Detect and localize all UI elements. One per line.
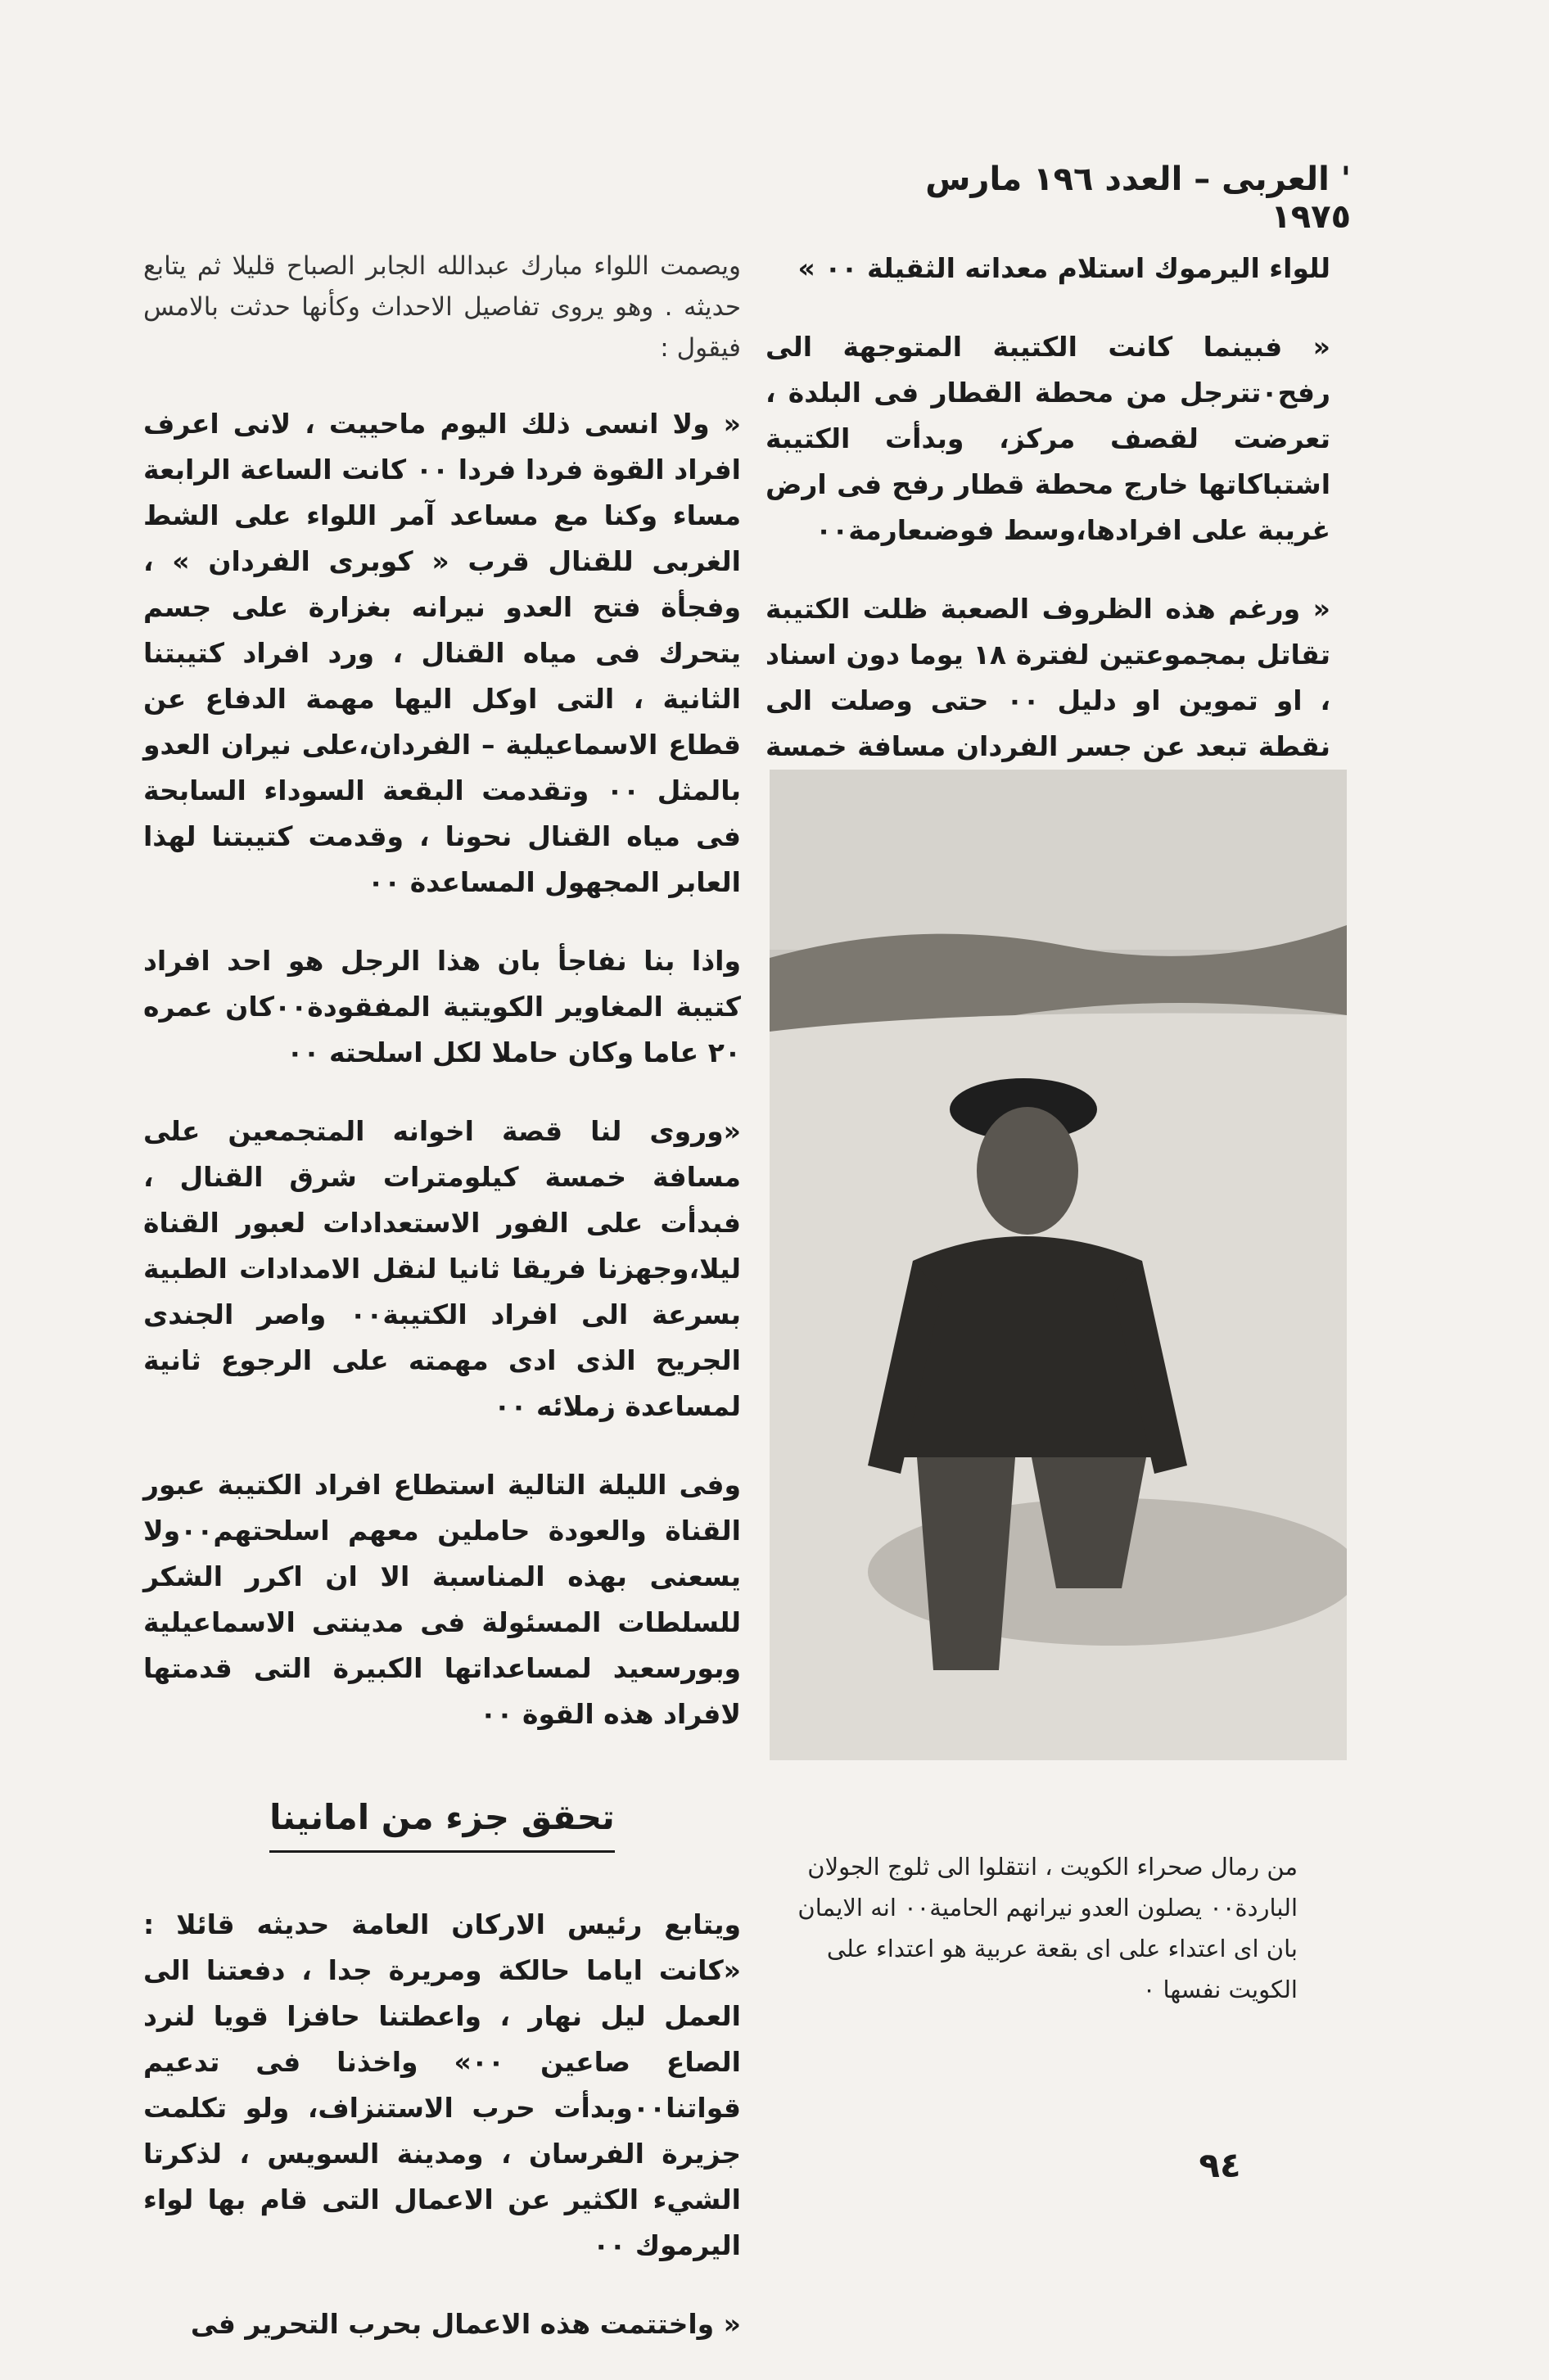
soldier-photo-illustration	[770, 770, 1347, 1760]
paragraph: للواء اليرموك استلام معداته الثقيلة ٠٠ »	[797, 252, 1330, 284]
paragraph: « فبينما كانت الكتيبة المتوجهة الى رفح٠تترجل من محطة القطار فى البلدة ، تعرضت لقصف مركز، وبدأت الكتيبة اشتباكاتها خارج محطة قطار رفح فى ارض غريبة على افرادها،وسط فوضىعارمة٠٠	[765, 331, 1330, 546]
subheading-text: تحقق جزء من امانينا	[269, 1795, 615, 1853]
left-column	[143, 246, 741, 2380]
paragraph: «وروى لنا قصة اخوانه المتجمعين على مسافة خمسة كيلومترات شرق القنال ، فبدأت على الفور الاستعدادات لعبور القناة ليلا،وجهزنا فريقا ثانيا لنقل الامدادات الطبية بسرعة الى افراد الكتيبة٠٠ واصر الجندى الجريح الذى ادى مهمته على الرجوع ثانية لمساعدة زملائه ٠٠	[143, 1115, 742, 1422]
photo-caption: من رمال صحراء الكويت ، انتقلوا الى ثلوج الجولان الباردة٠٠ يصلون العدو نيرانهم الحامية٠٠ انه الايمان بان اى اعتداء على اى بقعة عربية هو اعتداء على الكويت نفسها ٠	[797, 1853, 1298, 2003]
paragraph: « ولا انسى ذلك اليوم ماحييت ، لانى اعرف افراد القوة فردا فردا ٠٠ كانت الساعة الرابعة مساء وكنا مع مساعد آمر اللواء على الشط الغربى للقنال قرب « كوبرى الفردان » ، وفجأة فتح العدو نيرانه بغزارة على جسم يتحرك فى مياه القنال ، ورد افراد كتيبتنا الثانية ، التى اوكل اليها مهمة الدفاع عن قطاع الاسماعيلية – الفردان،على نيران العدو بالمثل ٠٠ وتقدمت البقعة السوداء السابحة فى مياه القنال نحونا ، وقدمت كتيبتنا لهذا العابر المجهول المساعدة ٠٠	[143, 408, 741, 898]
paragraph: « ورغم هذه الظروف الصعبة ظلت الكتيبة تقاتل بمجموعتين لفترة ١٨ يوما دون اسناد ، او تموين او دليل ٠٠ حتى وصلت الى نقطة تبعد عن جسر الفردان مسافة خمسة	[765, 593, 1331, 762]
paragraph: وفى الليلة التالية استطاع افراد الكتيبة عبور القناة والعودة حاملين معهم اسلحتهم٠٠ولا يسعنى بهذه المناسبة الا ان اكرر الشكر للسلطات المسئولة فى مدينتى الاسماعيلية وبورسعيد لمساعداتها الكبيرة التى قدمتها لافراد هذه القوة ٠٠	[143, 1469, 741, 1730]
paragraph: واذا بنا نفاجأ بان هذا الرجل هو احد افراد كتيبة المغاوير الكويتية المفقودة٠٠كان عمره ٢٠ عاما وكان حاملا لكل اسلحته ٠٠	[143, 945, 741, 1068]
paragraph: ويتابع رئيس الاركان العامة حديثه قائلا : «كانت اياما حالكة ومريرة جدا ، دفعتنا الى العمل ليل نهار ، واعطتنا حافزا قويا لنرد الصاع صاعين ٠٠» واخذنا فى تدعيم قواتنا٠٠وبدأت حرب الاستنزاف، ولو تكلمت جزيرة الفرسان ، ومدينة السويس ، لذكرتا الشيء الكثير عن الاعمال التى قام بها لواء اليرموك ٠٠	[143, 1908, 741, 2261]
paragraph: « واختتمت هذه الاعمال بحرب التحرير فى	[190, 2308, 741, 2340]
section-subheading	[143, 1795, 741, 1853]
running-header: ' العربى – العدد ١٩٦ مارس ١٩٧٥	[925, 160, 1351, 236]
page-number: ٩٤	[1199, 2145, 1241, 2185]
paragraph: ويصمت اللواء مبارك عبدالله الجابر الصباح قليلا ثم يتابع حديثه . وهو يروى تفاصيل الاحداث وكأنها حدثت بالامس فيقول :	[143, 251, 741, 363]
right-column	[765, 246, 1330, 848]
soldier-photo	[770, 770, 1347, 1760]
